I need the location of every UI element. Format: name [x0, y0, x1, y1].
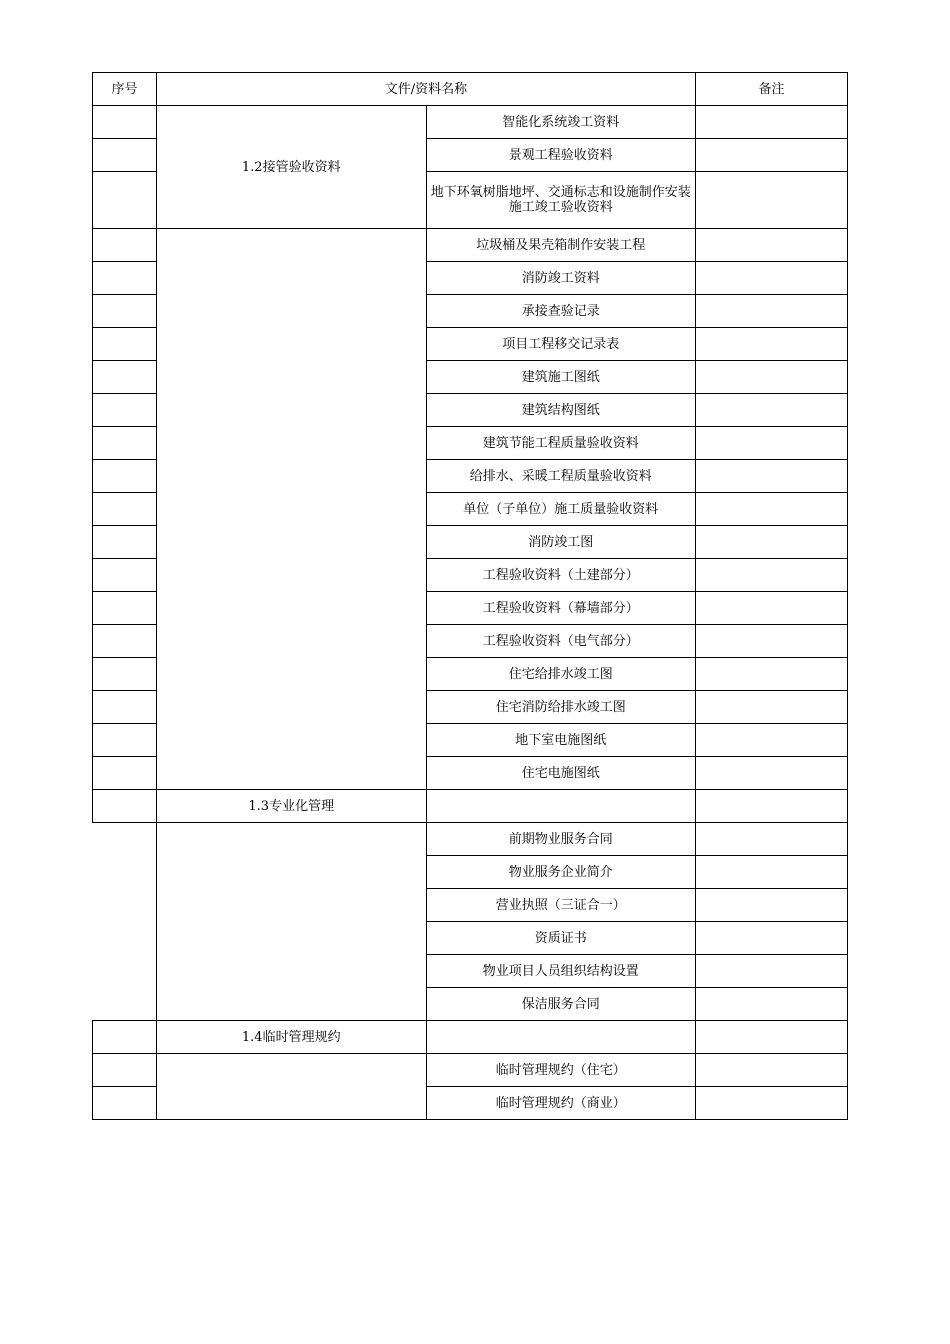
- seq-cell: [93, 757, 157, 790]
- note-cell: [696, 790, 848, 823]
- item-name: 建筑结构图纸: [426, 394, 696, 427]
- note-cell: [696, 460, 848, 493]
- seq-cell: [93, 394, 157, 427]
- item-name: 住宅电施图纸: [426, 757, 696, 790]
- seq-cell: [93, 526, 157, 559]
- item-name: [426, 790, 696, 823]
- item-name: 住宅消防给排水竣工图: [426, 691, 696, 724]
- header-note: 备注: [696, 73, 848, 106]
- note-cell: [696, 1054, 848, 1087]
- note-cell: [696, 724, 848, 757]
- item-name: 承接查验记录: [426, 295, 696, 328]
- seq-cell: [93, 823, 157, 1021]
- note-cell: [696, 592, 848, 625]
- item-name: 地下室电施图纸: [426, 724, 696, 757]
- table-row: [93, 1054, 848, 1087]
- seq-cell: [93, 592, 157, 625]
- note-cell: [696, 106, 848, 139]
- item-name: 建筑节能工程质量验收资料: [426, 427, 696, 460]
- note-cell: [696, 526, 848, 559]
- note-cell: [696, 361, 848, 394]
- item-name: 景观工程验收资料: [426, 139, 696, 172]
- seq-cell: [93, 139, 157, 172]
- table-row: [93, 229, 848, 262]
- seq-cell: [93, 262, 157, 295]
- header-row: [93, 73, 848, 106]
- header-name: 文件/资料名称: [157, 73, 696, 106]
- note-cell: [696, 757, 848, 790]
- category-cell: [157, 229, 427, 790]
- item-name: 地下环氧树脂地坪、交通标志和设施制作安装施工竣工验收资料: [426, 172, 696, 229]
- item-name: 工程验收资料（土建部分）: [426, 559, 696, 592]
- note-cell: [696, 889, 848, 922]
- document-table: [92, 72, 848, 1120]
- item-name: 物业项目人员组织结构设置: [426, 955, 696, 988]
- seq-cell: [93, 691, 157, 724]
- category-cell: 1.2接管验收资料: [157, 106, 427, 229]
- item-name: 建筑施工图纸: [426, 361, 696, 394]
- item-name: 住宅给排水竣工图: [426, 658, 696, 691]
- note-cell: [696, 955, 848, 988]
- note-cell: [696, 262, 848, 295]
- item-name: [426, 1021, 696, 1054]
- seq-cell: [93, 295, 157, 328]
- note-cell: [696, 559, 848, 592]
- item-name: 物业服务企业简介: [426, 856, 696, 889]
- seq-cell: [93, 172, 157, 229]
- note-cell: [696, 328, 848, 361]
- item-name: 保洁服务合同: [426, 988, 696, 1021]
- note-cell: [696, 625, 848, 658]
- item-name: 消防竣工资料: [426, 262, 696, 295]
- seq-cell: [93, 106, 157, 139]
- item-name: 资质证书: [426, 922, 696, 955]
- note-cell: [696, 394, 848, 427]
- note-cell: [696, 823, 848, 856]
- category-cell: [157, 823, 427, 1021]
- note-cell: [696, 658, 848, 691]
- seq-cell: [93, 229, 157, 262]
- item-name: 消防竣工图: [426, 526, 696, 559]
- item-name: 工程验收资料（幕墙部分）: [426, 592, 696, 625]
- note-cell: [696, 1021, 848, 1054]
- category-cell: 1.3专业化管理: [157, 790, 427, 823]
- seq-cell: [93, 427, 157, 460]
- note-cell: [696, 1087, 848, 1120]
- category-cell: [157, 1054, 427, 1120]
- note-cell: [696, 922, 848, 955]
- item-name: 智能化系统竣工资料: [426, 106, 696, 139]
- seq-cell: [93, 328, 157, 361]
- item-name: 临时管理规约（商业）: [426, 1087, 696, 1120]
- seq-cell: [93, 1021, 157, 1054]
- note-cell: [696, 856, 848, 889]
- item-name: 前期物业服务合同: [426, 823, 696, 856]
- section-header-row: [93, 1021, 848, 1054]
- note-cell: [696, 427, 848, 460]
- note-cell: [696, 229, 848, 262]
- item-name: 给排水、采暖工程质量验收资料: [426, 460, 696, 493]
- note-cell: [696, 988, 848, 1021]
- item-name: 营业执照（三证合一）: [426, 889, 696, 922]
- item-name: 单位（子单位）施工质量验收资料: [426, 493, 696, 526]
- seq-cell: [93, 1087, 157, 1120]
- table-body: [93, 73, 848, 1120]
- category-cell: 1.4临时管理规约: [157, 1021, 427, 1054]
- seq-cell: [93, 361, 157, 394]
- table-row: [93, 106, 848, 139]
- note-cell: [696, 691, 848, 724]
- seq-cell: [93, 790, 157, 823]
- item-name: 垃圾桶及果壳箱制作安装工程: [426, 229, 696, 262]
- item-name: 项目工程移交记录表: [426, 328, 696, 361]
- note-cell: [696, 493, 848, 526]
- seq-cell: [93, 559, 157, 592]
- seq-cell: [93, 724, 157, 757]
- seq-cell: [93, 658, 157, 691]
- header-seq: 序号: [93, 73, 157, 106]
- table-row: [93, 823, 848, 856]
- seq-cell: [93, 460, 157, 493]
- note-cell: [696, 172, 848, 229]
- section-header-row: [93, 790, 848, 823]
- item-name: 临时管理规约（住宅）: [426, 1054, 696, 1087]
- seq-cell: [93, 493, 157, 526]
- seq-cell: [93, 625, 157, 658]
- note-cell: [696, 139, 848, 172]
- note-cell: [696, 295, 848, 328]
- item-name: 工程验收资料（电气部分）: [426, 625, 696, 658]
- seq-cell: [93, 1054, 157, 1087]
